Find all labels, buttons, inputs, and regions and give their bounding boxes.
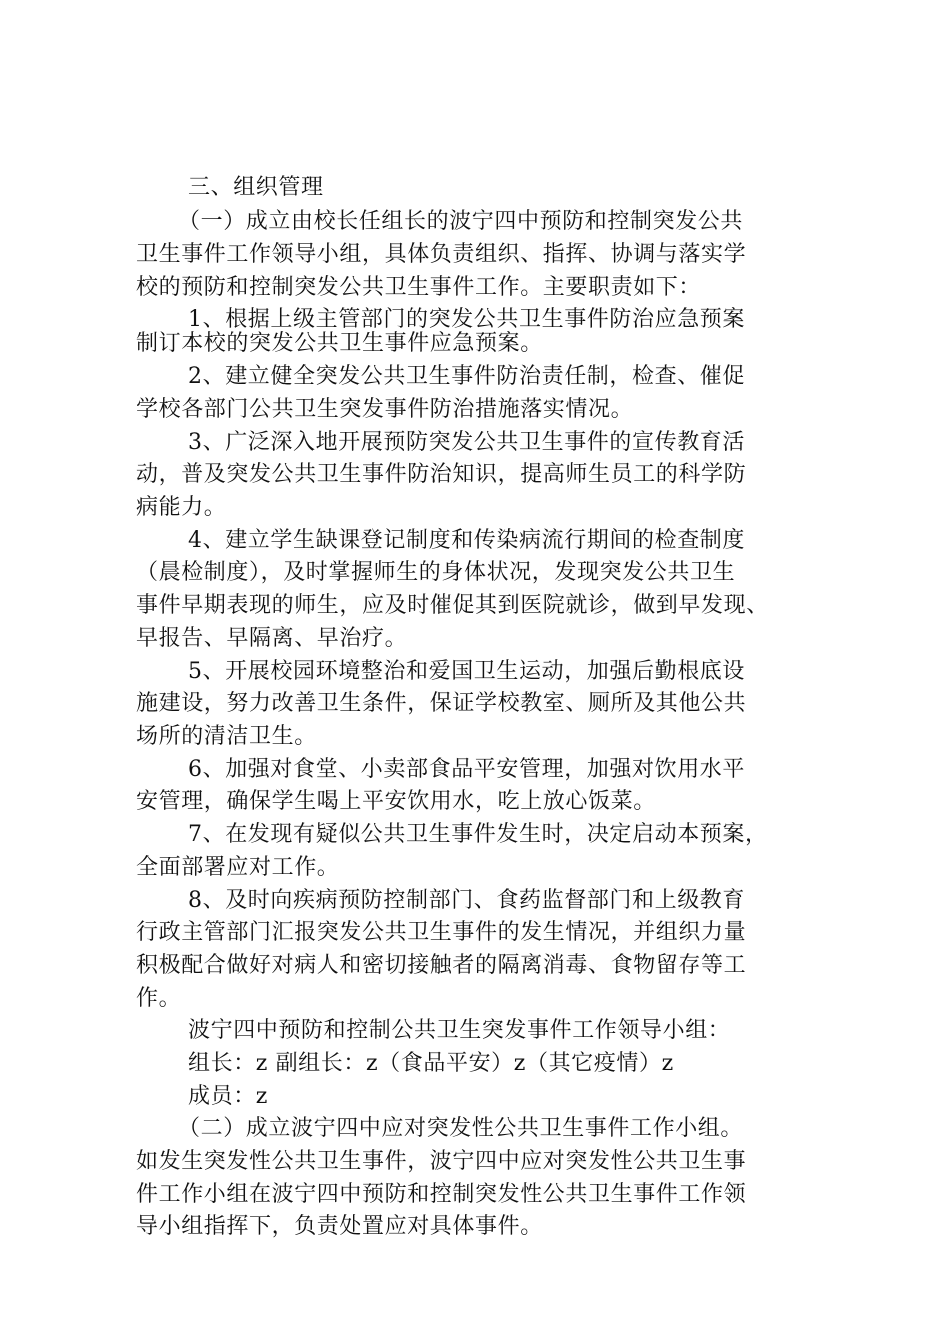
paragraph-line: （二）成立波宁四中应对突发性公共卫生事件工作小组。: [178, 1116, 744, 1141]
list-item-line: 5、开展校园环境整治和爱国卫生运动，加强后勤根底设: [188, 659, 745, 684]
list-item-line: 4、建立学生缺课登记制度和传染病流行期间的检查制度: [188, 528, 745, 553]
list-item-line: 全面部署应对工作。: [136, 855, 340, 880]
section-heading: 三、组织管理: [188, 175, 324, 200]
group-members-line: 成员：z: [188, 1084, 268, 1109]
list-item-line: （晨检制度），及时掌握师生的身体状况，发现突发公共卫生: [136, 560, 736, 585]
list-item-line: 2、建立健全突发公共卫生事件防治责任制，检查、催促: [188, 364, 745, 389]
list-item-line: 制订本校的突发公共卫生事件应急预案。: [136, 331, 543, 356]
paragraph-line: 卫生事件工作领导小组，具体负责组织、指挥、协调与落实学: [136, 242, 747, 267]
paragraph-line: 校的预防和控制突发公共卫生事件工作。主要职责如下：: [136, 275, 702, 300]
list-item-line: 6、加强对食堂、小卖部食品平安管理，加强对饮用水平: [188, 757, 745, 782]
list-item-line: 病能力。: [136, 495, 227, 520]
list-item-line: 积极配合做好对病人和密切接触者的隔离消毒、食物留存等工: [136, 953, 747, 978]
list-item-line: 早报告、早隔离、早治疗。: [136, 626, 408, 651]
group-leaders-line: 组长：z 副组长：z（食品平安）z（其它疫情）z: [188, 1051, 674, 1076]
group-title-line: 波宁四中预防和控制公共卫生突发事件工作领导小组：: [188, 1018, 731, 1043]
list-item-line: 7、在发现有疑似公共卫生事件发生时，决定启动本预案，: [188, 822, 768, 847]
paragraph-line: 如发生突发性公共卫生事件，波宁四中应对突发性公共卫生事: [136, 1149, 747, 1174]
list-item-line: 学校各部门公共卫生突发事件防治措施落实情况。: [136, 397, 634, 422]
paragraph-line: （一）成立由校长任组长的波宁四中预防和控制突发公共: [178, 209, 744, 234]
list-item-line: 8、及时向疾病预防控制部门、食药监督部门和上级教育: [188, 888, 745, 913]
list-item-line: 3、广泛深入地开展预防突发公共卫生事件的宣传教育活: [188, 430, 745, 455]
list-item-line: 场所的清洁卫生。: [136, 724, 317, 749]
list-item-line: 作。: [136, 986, 182, 1011]
paragraph-line: 导小组指挥下，负责处置应对具体事件。: [136, 1214, 543, 1239]
list-item-line: 安管理，确保学生喝上平安饮用水，吃上放心饭菜。: [136, 789, 656, 814]
list-item-line: 行政主管部门汇报突发公共卫生事件的发生情况，并组织力量: [136, 920, 747, 945]
list-item-line: 1、根据上级主管部门的突发公共卫生事件防治应急预案: [188, 307, 745, 332]
list-item-line: 施建设，努力改善卫生条件，保证学校教室、厕所及其他公共: [136, 691, 747, 716]
list-item-line: 动，普及突发公共卫生事件防治知识，提高师生员工的科学防: [136, 462, 747, 487]
list-item-line: 事件早期表现的师生，应及时催促其到医院就诊，做到早发现、: [136, 593, 769, 618]
paragraph-line: 件工作小组在波宁四中预防和控制突发性公共卫生事件工作领: [136, 1182, 747, 1207]
